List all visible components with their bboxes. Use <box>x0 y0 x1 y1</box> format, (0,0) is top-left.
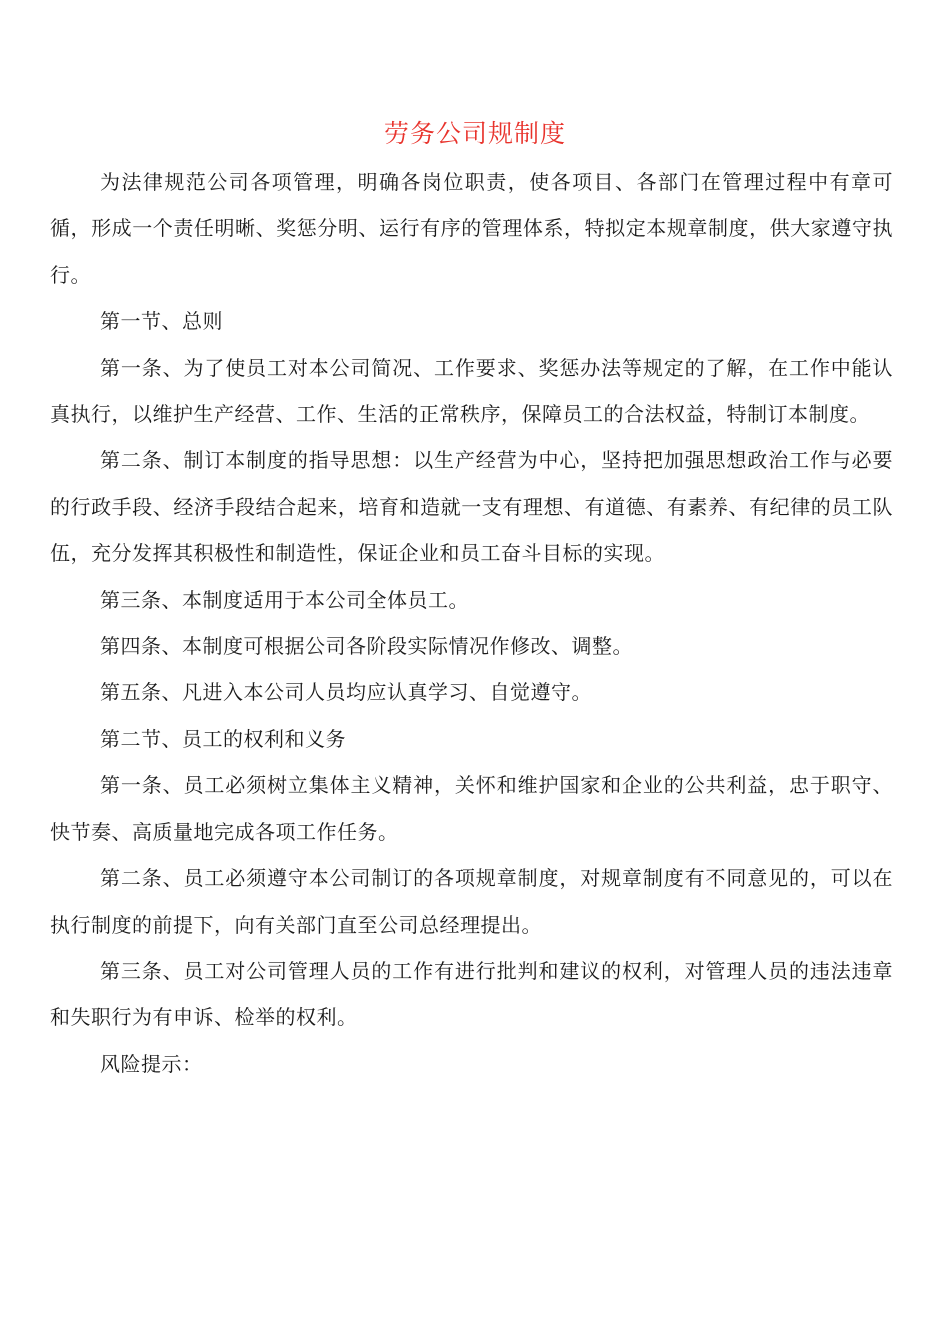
section-2-article-3: 第三条、员工对公司管理人员的工作有进行批判和建议的权利，对管理人员的违法违章和失职行为有申诉、检举的权利。 <box>50 958 893 1030</box>
section-2-article-1: 第一条、员工必须树立集体主义精神，关怀和维护国家和企业的公共利益，忠于职守、快节奏、高质量地完成各项工作任务。 <box>50 773 893 844</box>
document-body <box>50 159 893 1087</box>
section-1-article-1: 第一条、为了使员工对本公司简况、工作要求、奖惩办法等规定的了解，在工作中能认真执行，以维护生产经营、工作、生活的正常秩序，保障员工的合法权益，特制订本制度。 <box>50 355 893 427</box>
section-2-article-2: 第二条、员工必须遵守本公司制订的各项规章制度，对规章制度有不同意见的，可以在执行制度的前提下，向有关部门直至公司总经理提出。 <box>50 866 893 937</box>
section-1-heading: 第一节、总则 <box>100 309 223 334</box>
section-1-article-3: 第三条、本制度适用于本公司全体员工。 <box>100 587 469 612</box>
intro-paragraph: 为法律规范公司各项管理，明确各岗位职责，使各项目、各部门在管理过程中有章可循，形成一个责任明晰、奖惩分明、运行有序的管理体系，特拟定本规章制度，供大家遵守执行。 <box>50 170 893 287</box>
document-title: 劳务公司规制度 <box>383 119 566 148</box>
section-1-article-2: 第二条、制订本制度的指导思想：以生产经营为中心，坚持把加强思想政治工作与必要的行政手段、经济手段结合起来，培育和造就一支有理想、有道德、有素养、有纪律的员工队伍，充分发挥其积极性和制造性，保证企业和员工奋斗目标的实现。 <box>50 448 893 566</box>
risk-notice-heading: 风险提示： <box>100 1051 203 1076</box>
section-1-article-5: 第五条、凡进入本公司人员均应认真学习、自觉遵守。 <box>100 680 592 705</box>
section-1-article-4: 第四条、本制度可根据公司各阶段实际情况作修改、调整。 <box>100 634 633 659</box>
section-2-heading: 第二节、员工的权利和义务 <box>100 726 346 751</box>
